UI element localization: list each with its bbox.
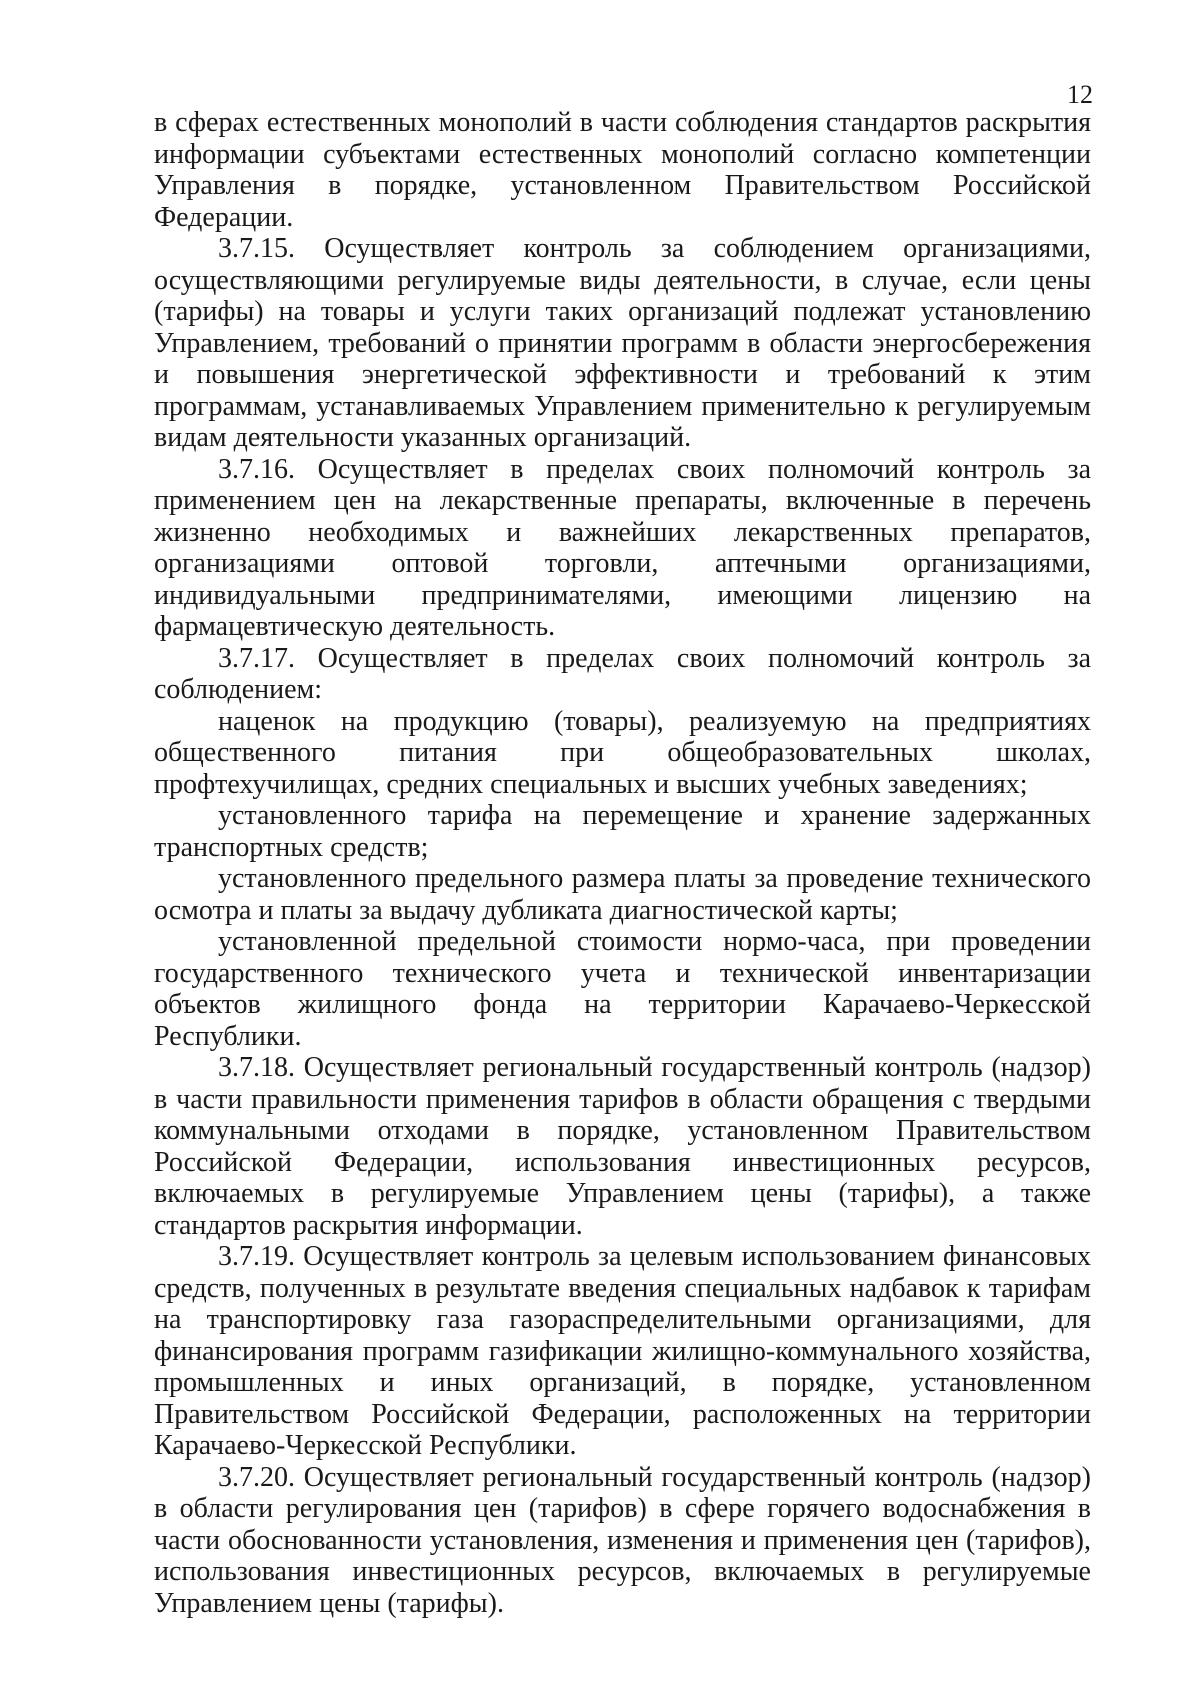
paragraph-continuation: в сферах естественных монополий в части соблюдения стандартов раскрытия информации субъектами естественных монополий согласно компетенции Управления в порядке, установленном Правительством Российской Федерации. [154, 107, 1091, 233]
page-number: 12 [1067, 80, 1093, 109]
paragraph-3-7-19: 3.7.19. Осуществляет контроль за целевым использованием финансовых средств, полученных в результате введения специальных надбавок к тарифам на транспортировку газа газораспределительными организациями, для финансирования программ газификации жилищно-коммунального хозяйства, промышленных и иных организаций, в порядке, установленном Правительством Российской Федерации, расположенных на территории Карачаево-Черкесской Республики. [154, 1241, 1091, 1461]
paragraph-3-7-16: 3.7.16. Осуществляет в пределах своих полномочий контроль за применением цен на лекарственные препараты, включенные в перечень жизненно необходимых и важнейших лекарственных препаратов, организациями оптовой торговли, аптечными организациями, индивидуальными предпринимателями, имеющими лицензию на фармацевтическую деятельность. [154, 453, 1091, 642]
list-item-vehicle-storage-tariff: установленного тарифа на перемещение и хранение задержанных транспортных средств; [154, 800, 1091, 863]
paragraph-3-7-17: 3.7.17. Осуществляет в пределах своих полномочий контроль за соблюдением: [154, 642, 1091, 705]
paragraph-3-7-20: 3.7.20. Осуществляет региональный государственный контроль (надзор) в области регулирования цен (тарифов) в сфере горячего водоснабжения в части обоснованности установления, изменения и применения цен (тарифов), использования инвестиционных ресурсов, включаемых в регулируемые Управлением цены (тарифы). [154, 1461, 1091, 1619]
paragraph-3-7-15: 3.7.15. Осуществляет контроль за соблюдением организациями, осуществляющими регулируемые виды деятельности, в случае, если цены (тарифы) на товары и услуги таких организаций подлежат установлению Управлением, требований о принятии программ в области энергосбережения и повышения энергетической эффективности и требований к этим программам, устанавливаемых Управлением применительно к регулируемым видам деятельности указанных организаций. [154, 233, 1091, 453]
paragraph-3-7-18: 3.7.18. Осуществляет региональный государственный контроль (надзор) в части правильности применения тарифов в области обращения с твердыми коммунальными отходами в порядке, установленном Правительством Российской Федерации, использования инвестиционных ресурсов, включаемых в регулируемые Управлением цены (тарифы), а также стандартов раскрытия информации. [154, 1052, 1091, 1241]
list-item-inspection-fee: установленного предельного размера платы за проведение технического осмотра и платы за выдачу дубликата диагностической карты; [154, 863, 1091, 926]
document-body [154, 107, 1091, 1619]
list-item-markups: наценок на продукцию (товары), реализуемую на предприятиях общественного питания при общеобразовательных школах, профтехучилищах, средних специальных и высших учебных заведениях; [154, 705, 1091, 800]
list-item-norm-hour-cost: установленной предельной стоимости нормо-часа, при проведении государственного технического учета и технической инвентаризации объектов жилищного фонда на территории Карачаево-Черкесской Республики. [154, 926, 1091, 1052]
